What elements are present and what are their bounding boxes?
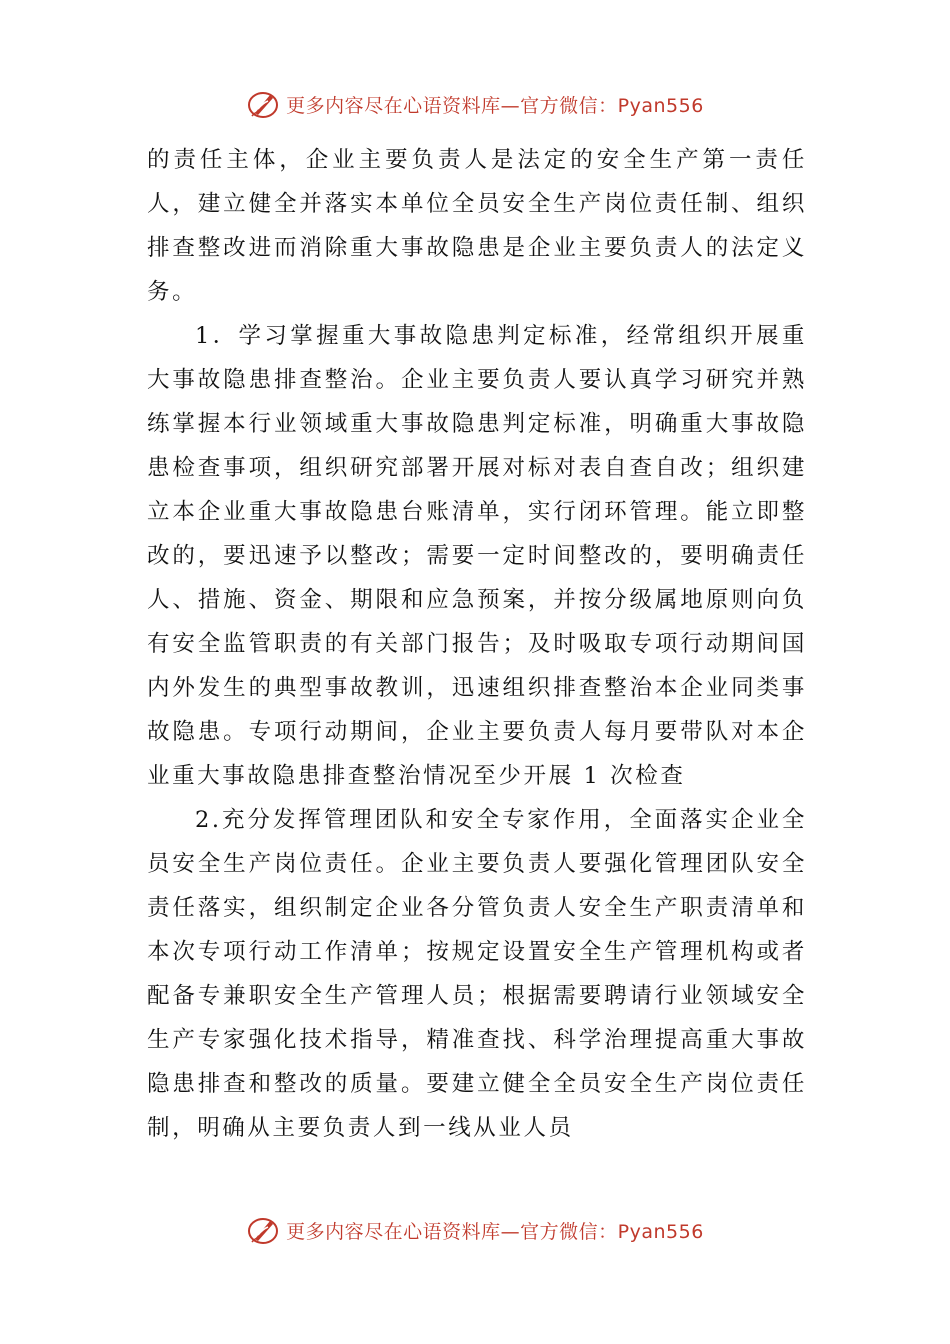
header-banner: [0, 84, 950, 124]
pen-quill-icon: [246, 87, 280, 121]
paragraph-item-2: 2.充分发挥管理团队和安全专家作用，全面落实企业全员安全生产岗位责任。企业主要负责人要强化管理团队安全责任落实，组织制定企业各分管负责人安全生产职责清单和本次专项行动工作清单；按规定设置安全生产管理机构或者配备专兼职安全生产管理人员；根据需要聘请行业领域安全生产专家强化技术指导，精准查找、科学治理提高重大事故隐患排查和整改的质量。要建立健全全员安全生产岗位责任制，明确从主要负责人到一线从业人员: [147, 807, 807, 1141]
footer-banner-text: 更多内容尽在心语资料库—官方微信：Pyan556: [286, 1220, 704, 1243]
header-banner-text: 更多内容尽在心语资料库—官方微信：Pyan556: [286, 94, 704, 117]
footer-banner: [0, 1210, 950, 1250]
pen-quill-icon: [246, 1213, 280, 1247]
paragraph-continuation: 的责任主体，企业主要负责人是法定的安全生产第一责任人，建立健全并落实本单位全员安全生产岗位责任制、组织排查整改进而消除重大事故隐患是企业主要负责人的法定义务。: [147, 147, 807, 305]
paragraph-item-1: 1．学习掌握重大事故隐患判定标准，经常组织开展重大事故隐患排查整治。企业主要负责人要认真学习研究并熟练掌握本行业领域重大事故隐患判定标准，明确重大事故隐患检查事项，组织研究部署开展对标对表自查自改；组织建立本企业重大事故隐患台账清单，实行闭环管理。能立即整改的，要迅速予以整改；需要一定时间整改的，要明确责任人、措施、资金、期限和应急预案，并按分级属地原则向负有安全监管职责的有关部门报告；及时吸取专项行动期间国内外发生的典型事故教训，迅速组织排查整治本企业同类事故隐患。专项行动期间，企业主要负责人每月要带队对本企业重大事故隐患排查整治情况至少开展 1 次检查: [147, 323, 807, 789]
document-body: [147, 138, 807, 1150]
